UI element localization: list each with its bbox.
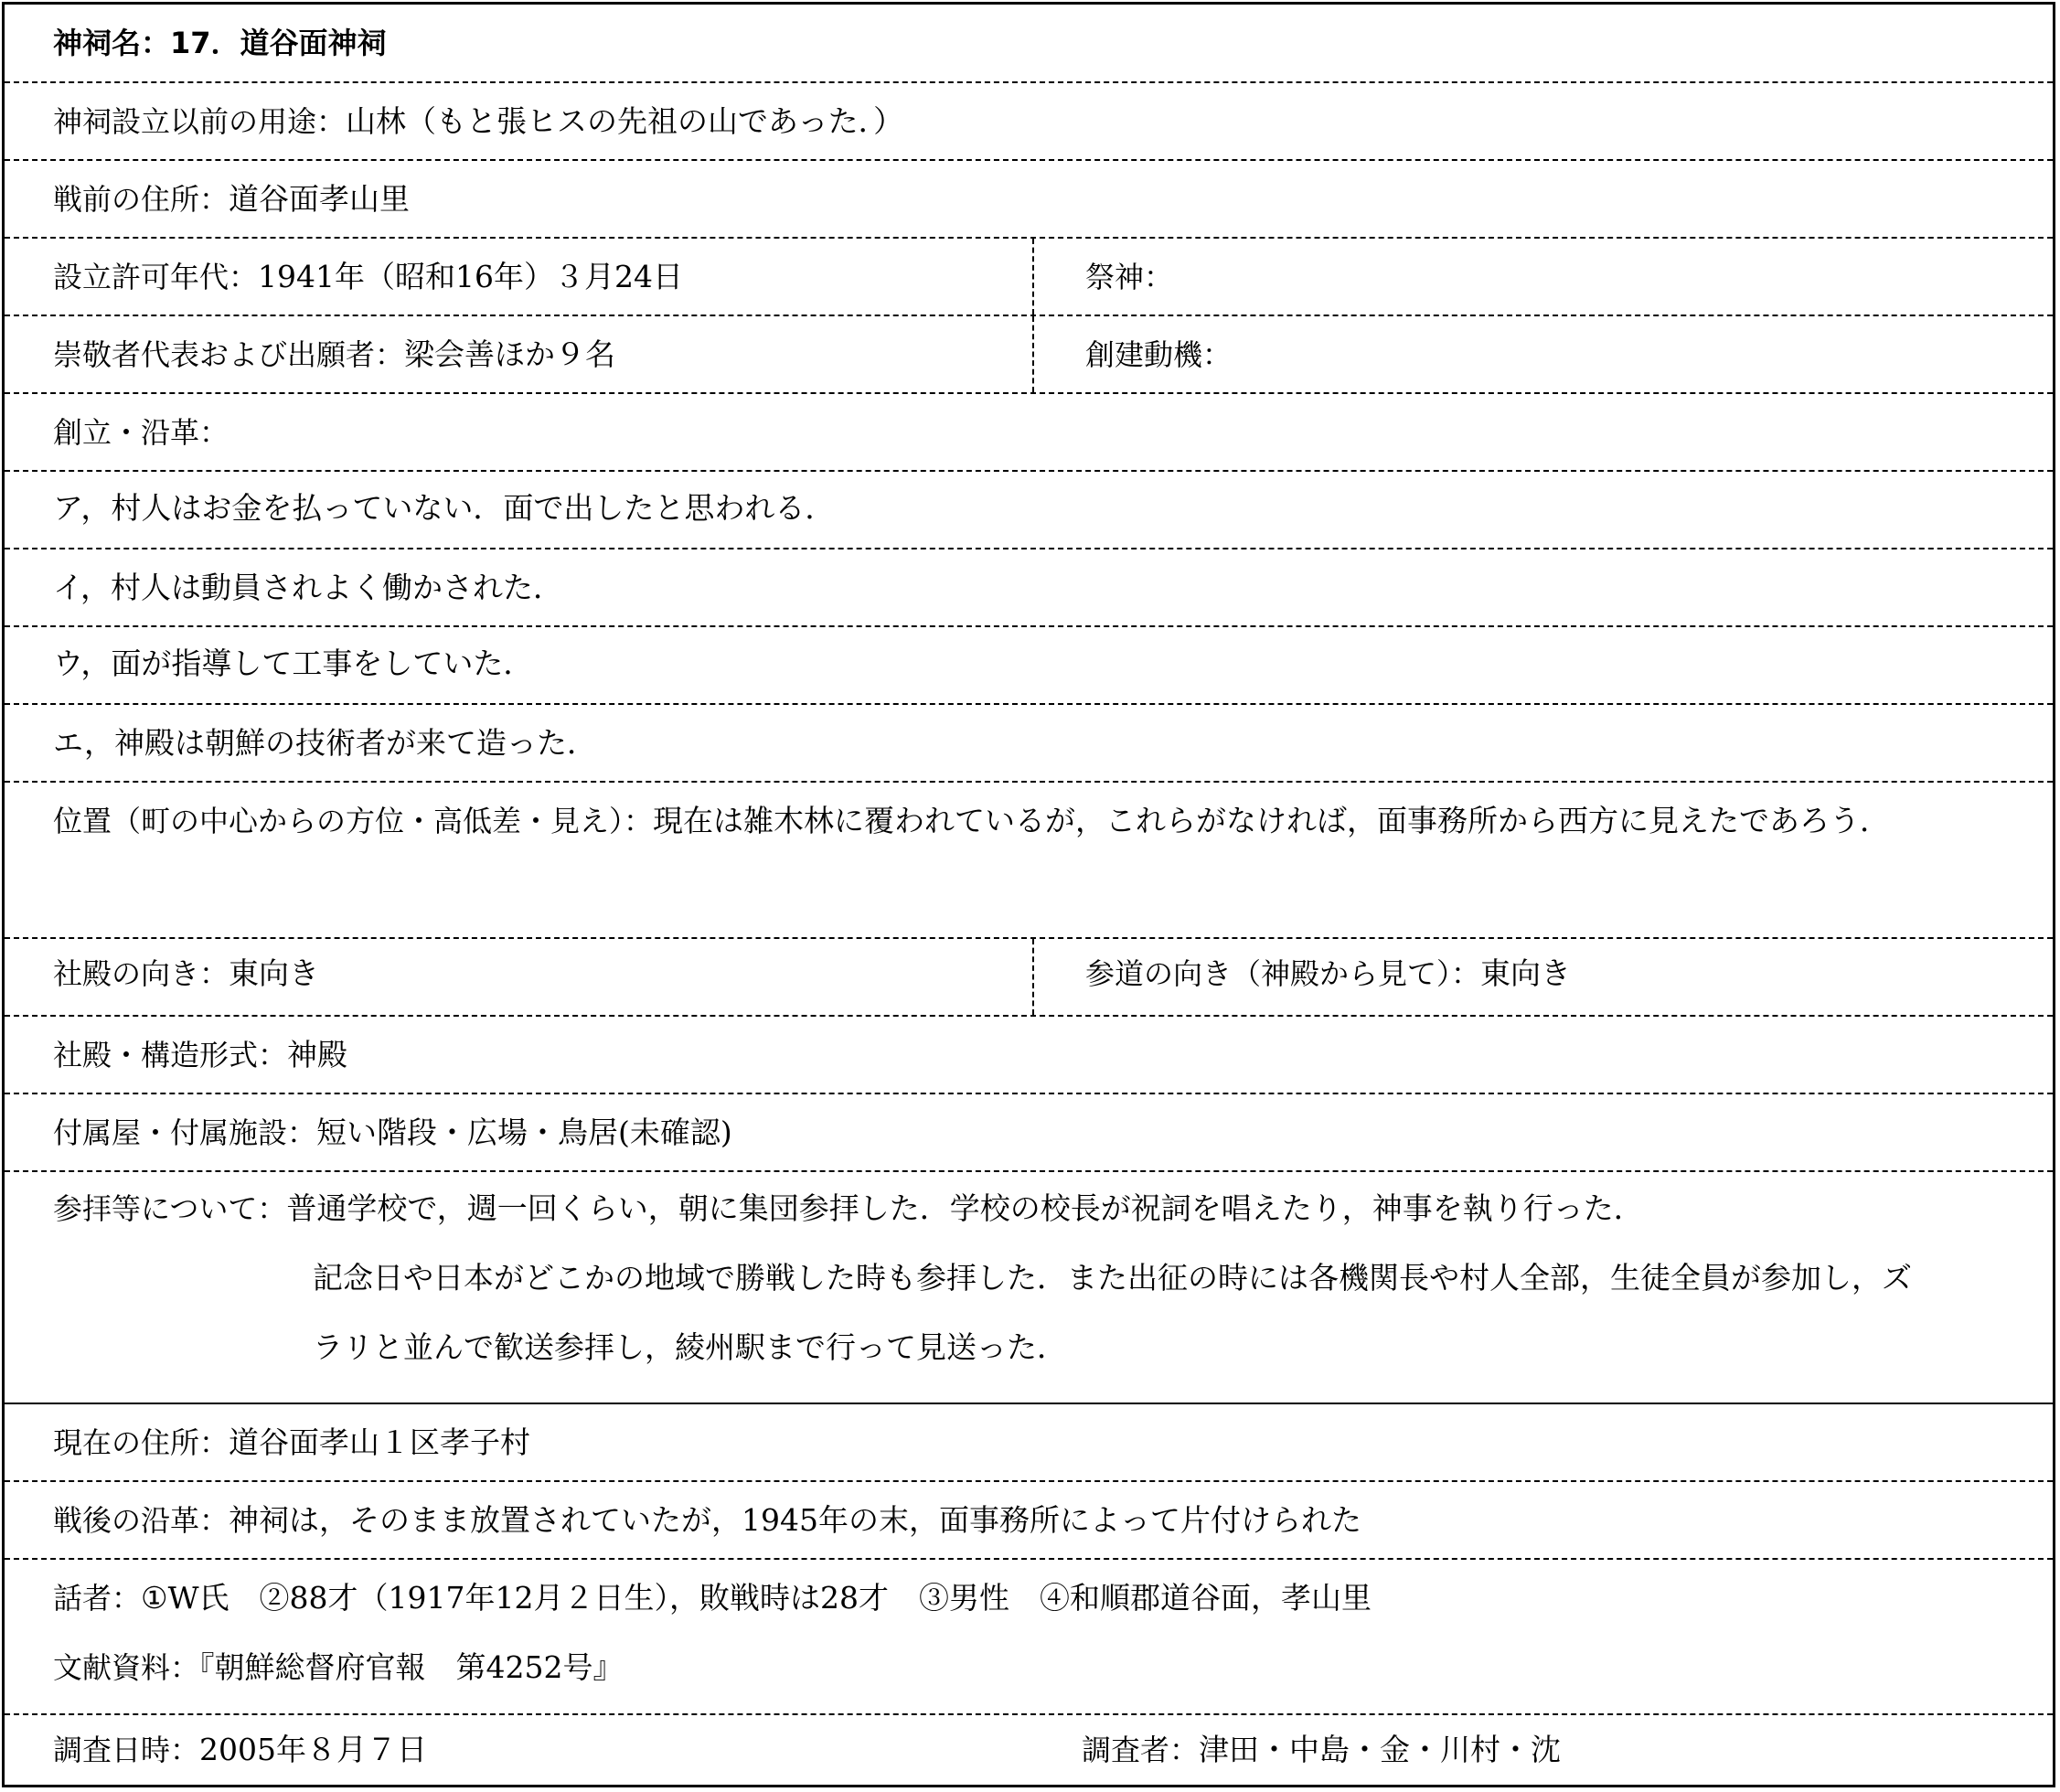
prewar-address-label: 戦前の住所：	[53, 182, 229, 217]
history-item: ウ，面が指導して工事をしていた．	[53, 645, 534, 681]
row-prewar-address	[5, 161, 2053, 239]
location	[53, 803, 1890, 839]
history-item: ア，村人はお金を払っていない．面で出したと思われる．	[53, 490, 836, 526]
row-location	[5, 783, 2053, 939]
survey-date-value: 2005年８月７日	[199, 1732, 427, 1767]
row-prior-use	[5, 83, 2053, 161]
row-facing	[5, 939, 2053, 1017]
current-address	[53, 1424, 530, 1461]
prior-use	[53, 103, 903, 140]
prewar-address	[53, 181, 410, 218]
surveyors-label: 調査者：	[1082, 1733, 1200, 1767]
representative	[53, 336, 615, 373]
shrine-record-sheet	[2, 2, 2055, 1787]
row-history-item	[5, 627, 2053, 705]
location-value: 現在は雑木林に覆われているが，これらがなければ，面事務所から西方に見えたであろう．	[653, 803, 1891, 838]
approach-facing-value: 東向き	[1480, 955, 1572, 991]
row-history-item	[5, 472, 2053, 549]
facilities-value: 短い階段・広場・鳥居(未確認)	[316, 1115, 732, 1150]
shrine-name-value: 17．道谷面神祠	[170, 26, 387, 60]
current-address-value: 道谷面孝山１区孝子村	[229, 1424, 531, 1460]
informant	[53, 1580, 1372, 1616]
permit-date-label: 設立許可年代：	[53, 260, 259, 294]
row-permit-deity	[5, 239, 2053, 316]
literature-label: 文献資料：	[53, 1650, 200, 1685]
deity-label: 祭神：	[1085, 260, 1174, 294]
history-label-text: 創立・沿革：	[53, 415, 229, 450]
shrine-facing	[53, 955, 319, 992]
motive	[1085, 336, 1232, 373]
row-history-item	[5, 549, 2053, 627]
structure-label: 社殿・構造形式：	[53, 1038, 288, 1072]
informant-value: ①W氏 ②88才（1917年12月２日生），敗戦時は28才 ③男性 ④和順郡道谷面，孝山里	[141, 1580, 1372, 1616]
approach-facing	[1085, 955, 1571, 992]
literature-value: 『朝鮮総督府官報 第4252号』	[199, 1649, 624, 1685]
row-postwar	[5, 1482, 2053, 1560]
column-divider	[1032, 316, 1034, 392]
representative-value: 梁会善ほか９名	[404, 336, 616, 372]
approach-facing-label: 参道の向き（神殿から見て）：	[1085, 956, 1481, 991]
prewar-address-value: 道谷面孝山里	[229, 181, 411, 217]
facilities	[53, 1115, 732, 1151]
row-informant-literature	[5, 1560, 2053, 1715]
row-worship	[5, 1172, 2053, 1404]
worship-line: 記念日や日本がどこかの地域で勝戦した時も参拝した．また出征の時には各機関長や村人全部，生徒全員が参加し，ズ	[313, 1260, 1912, 1296]
worship-line: ラリと並んで歓送参拝し，綾州駅まで行って見送った．	[313, 1329, 1067, 1365]
row-survey	[5, 1715, 2053, 1787]
row-current-address	[5, 1404, 2053, 1482]
column-divider	[1032, 239, 1034, 315]
structure-value: 神殿	[287, 1037, 348, 1072]
prior-use-label: 神祠設立以前の用途：	[53, 104, 347, 139]
current-address-label: 現在の住所：	[53, 1425, 229, 1460]
row-facilities	[5, 1094, 2053, 1172]
postwar-label: 戦後の沿革：	[53, 1503, 229, 1538]
worship-label: 参拝等について：	[53, 1191, 287, 1226]
shrine-facing-value: 東向き	[229, 955, 320, 991]
column-divider	[1032, 939, 1034, 1015]
history-item: エ，神殿は朝鮮の技術者が来て造った．	[53, 725, 597, 761]
surveyors-value: 津田・中島・金・川村・沈	[1199, 1732, 1562, 1767]
location-label: 位置（町の中心からの方位・高低差・見え）：	[53, 804, 654, 838]
worship-first-line	[53, 1190, 1644, 1227]
informant-label: 話者：	[53, 1581, 142, 1616]
row-structure	[5, 1017, 2053, 1094]
row-representative-motive	[5, 316, 2053, 394]
facilities-label: 付属屋・付属施設：	[53, 1115, 317, 1150]
history-item: イ，村人は動員されよく働かされた．	[53, 570, 564, 605]
survey-date-label: 調査日時：	[53, 1733, 200, 1767]
history-label	[53, 414, 229, 451]
row-title	[5, 5, 2053, 83]
worship-line: 普通学校で，週一回くらい，朝に集団参拝した．学校の校長が祝詞を唱えたり，神事を執り行った．	[286, 1190, 1644, 1226]
surveyors	[1082, 1732, 1561, 1768]
row-history-label	[5, 394, 2053, 472]
shrine-name-label: 神祠名：	[53, 26, 171, 60]
shrine-facing-label: 社殿の向き：	[53, 956, 229, 991]
postwar-value: 神祠は，そのまま放置されていたが，1945年の末，面事務所によって片付けられた	[229, 1502, 1361, 1538]
literature	[53, 1649, 624, 1686]
prior-use-value: 山林（もと張ヒスの先祖の山であった．）	[346, 103, 904, 139]
permit-date	[53, 259, 683, 295]
postwar-history	[53, 1502, 1361, 1539]
motive-label: 創建動機：	[1085, 337, 1233, 372]
structure	[53, 1037, 347, 1073]
row-history-item	[5, 705, 2053, 783]
permit-date-value: 1941年（昭和16年）３月24日	[258, 259, 683, 294]
deity	[1085, 259, 1173, 295]
representative-label: 崇敬者代表および出願者：	[53, 337, 405, 372]
survey-date	[53, 1732, 427, 1768]
shrine-name	[53, 25, 387, 61]
